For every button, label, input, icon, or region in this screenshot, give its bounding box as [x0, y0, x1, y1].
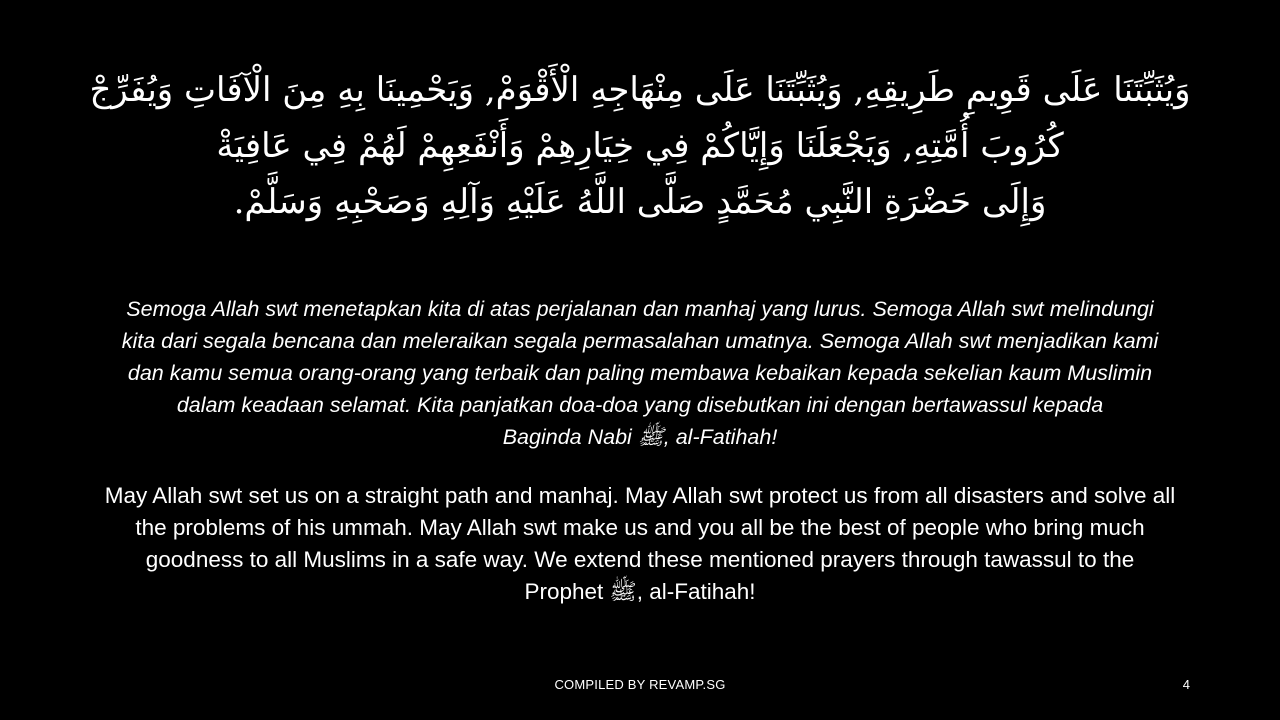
english-line-2: the problems of his ummah. May Allah swt make us and you all be the best of people who bring much [135, 515, 1145, 540]
malay-line-5: Baginda Nabi ﷺ, al-Fatihah! [502, 425, 778, 449]
english-line-1: May Allah swt set us on a straight path and manhaj. May Allah swt protect us from all disasters and solve all [104, 483, 1176, 508]
malay-line-4: dalam keadaan selamat. Kita panjatkan doa-doa yang disebutkan ini dengan bertawassul kepada [176, 393, 1104, 417]
slide-number: 4 [1182, 677, 1190, 692]
arabic-prayer-text [60, 62, 1220, 230]
footer-credit: COMPILED BY REVAMP.SG [554, 677, 726, 692]
english-translation [45, 480, 1235, 608]
malay-line-1: Semoga Allah swt menetapkan kita di atas perjalanan dan manhaj yang lurus. Semoga Allah swt melindungi [126, 297, 1154, 321]
malay-line-3: dan kamu semua orang-orang yang terbaik dan paling membawa kebaikan kepada sekelian kaum Muslimin [127, 361, 1153, 385]
malay-translation [45, 293, 1235, 453]
malay-line-2: kita dari segala bencana dan meleraikan segala permasalahan umatnya. Semoga Allah swt menjadikan kami [121, 329, 1159, 353]
arabic-line-2: كُرُوبَ أُمَّتِهِ, وَيَجْعَلَنَا وَإِيَّاكُمْ فِي خِيَارِهِمْ وَأَنْفَعِهِمْ لَهُمْ فِي عَافِيَةْ [216, 126, 1064, 166]
arabic-line-3: وَإِلَى حَضْرَةِ النَّبِي مُحَمَّدٍ صَلَّى اللَّهُ عَلَيْهِ وَآلِهِ وَصَحْبِهِ وَسَلَّمْ. [233, 182, 1047, 222]
english-line-3: goodness to all Muslims in a safe way. We extend these mentioned prayers through tawassul to the [145, 547, 1135, 572]
english-line-4: Prophet ﷺ, al-Fatihah! [524, 579, 756, 604]
arabic-line-1: وَيُثَبِّتَنَا عَلَى قَوِيمِ طَرِيقِهِ, وَيُثَبِّتَنَا عَلَى مِنْهَاجِهِ الْأَقْوَمْ, وَيَحْمِينَا بِهِ مِنَ الْآفَاتِ وَيُفَرِّجْ [89, 70, 1191, 110]
